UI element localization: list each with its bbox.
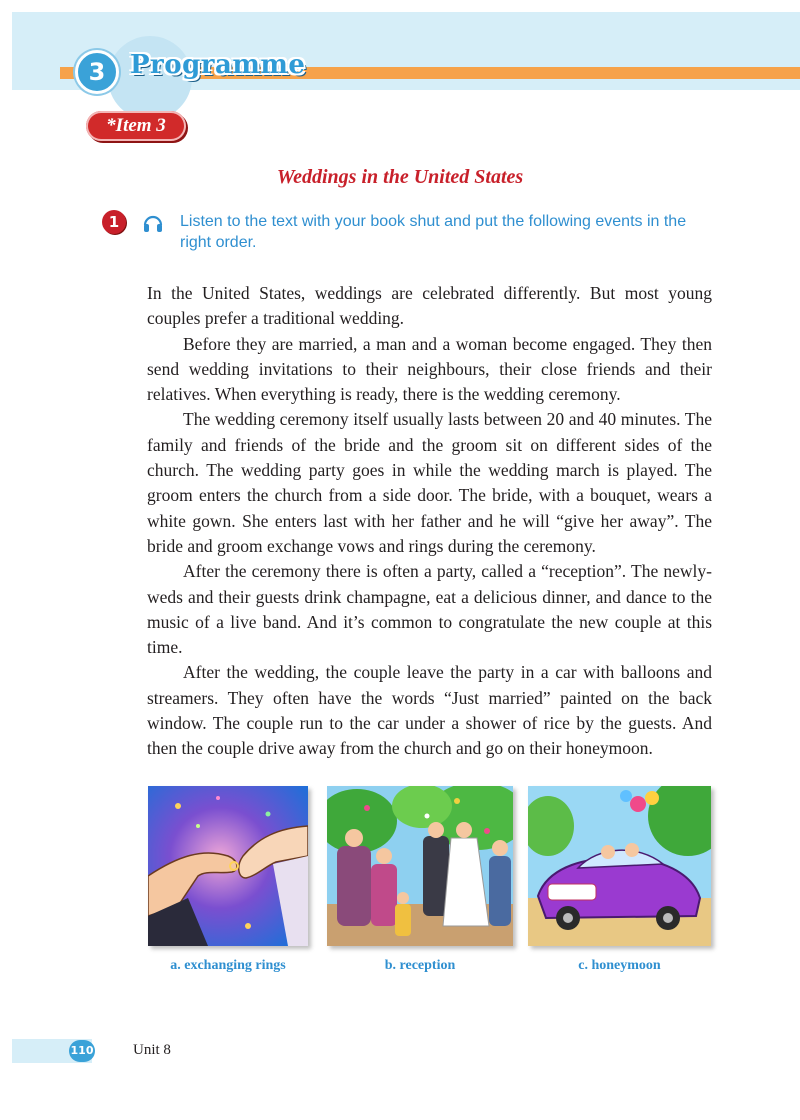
section-title: Programme xyxy=(130,50,306,80)
paragraph: After the wedding, the couple leave the party in a car with balloons and streamers. They often have the words “Just married” painted on the back window. The couple run to the car under a shower of rice by the guests. And then the couple drive away from the church and go on their honeymoon. xyxy=(147,662,712,759)
paragraph: After the ceremony there is often a party, called a “reception”. The newly-weds and their guests drink champagne, eat a delicious dinner, and dance to the music of a live band. And it’s common to congratulate the new couple at this time. xyxy=(147,561,712,658)
headphones-icon xyxy=(142,212,164,234)
picture-reception xyxy=(327,786,513,946)
picture-honeymoon xyxy=(528,786,711,946)
article-title: Weddings in the United States xyxy=(276,166,524,188)
picture-exchanging-rings xyxy=(148,786,308,946)
caption-b: b. reception xyxy=(384,958,456,973)
reading-passage xyxy=(147,281,712,762)
page-number: 110 xyxy=(69,1040,95,1062)
paragraph: In the United States, weddings are celebrated differently. But most young couples prefer a traditional wedding. xyxy=(147,283,712,329)
caption-c: c. honeymoon xyxy=(578,958,661,973)
section-number: 3 xyxy=(75,50,119,94)
unit-label: Unit 8 xyxy=(133,1042,171,1058)
paragraph: Before they are married, a man and a woman become engaged. They then send wedding invitations to their neighbours, their close friends and their relatives. When everything is ready, there is the wedding ceremony. xyxy=(147,333,712,405)
paragraph: The wedding ceremony itself usually lasts between 20 and 40 minutes. The family and friends of the bride and the groom sit on different sides of the church. The wedding party goes in while the wedding march is played. The groom enters the church from a side door. The bride, with a bouquet, wears a white gown. She enters last with her father and he will “give her away”. The bride and groom exchange vows and rings during the ceremony. xyxy=(147,409,712,556)
task-instruction: Listen to the text with your book shut and put the following events in the right order. xyxy=(180,213,687,251)
task-number: 1 xyxy=(102,210,126,234)
item-badge: *Item 3 xyxy=(86,111,186,141)
caption-a: a. exchanging rings xyxy=(170,958,286,973)
